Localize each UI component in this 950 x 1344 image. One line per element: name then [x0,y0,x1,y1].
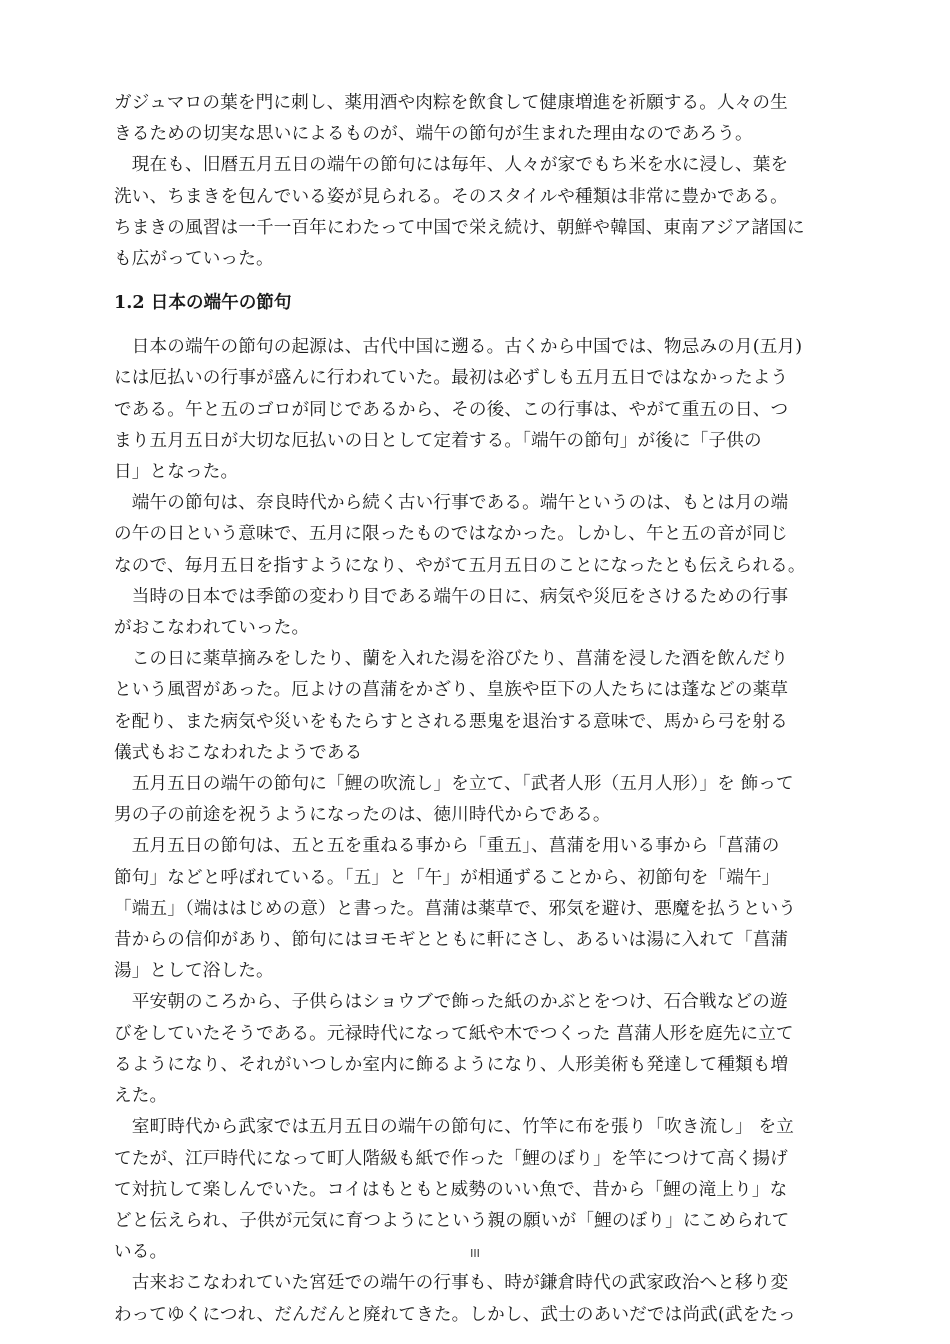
text-line: 五月五日の節句は、五と五を重ねる事から「重五」、菖蒲を用いる事から「菖蒲の [114,836,780,857]
text-line: 儀式もおこなわれたようである [114,742,363,763]
text-line: の午の日という意味で、五月に限ったものではなかった。しかし、午と五の音が同じ [114,524,788,545]
text-line: 節句」などと呼ばれている。「五」と「午」が相通ずることから、初節句を「端午」 [114,867,780,888]
text-line: てたが、江戸時代になって町人階級も紙で作った「鯉のぼり」を竿につけて高く揚げ [114,1148,788,1169]
section-heading: 1.2 日本の端午の節句 [114,292,292,314]
paragraph [114,831,864,987]
text-line: まり五月五日が大切な厄払いの日として定着する。「端午の節句」が後に「子供の [114,430,762,451]
paragraph [114,1268,864,1330]
page-number: III [470,1247,480,1260]
text-line: 洗い、ちまきを包んでいる姿が見られる。そのスタイルや種類は非常に豊かである。 [114,186,788,207]
text-line: には厄払いの行事が盛んに行われていた。最初は必ずしも五月五日ではなかったよう [114,368,789,389]
text-line: 五月五日の端午の節句に「鯉の吹流し」を立て、「武者人形（五月人形）」を 飾って [114,774,794,795]
text-line: えた。 [114,1086,168,1107]
page-body [114,88,864,1331]
text-line: がおこなわれていった。 [114,618,310,639]
text-line: 現在も、旧暦五月五日の端午の節句には毎年、人々が家でもち米を水に浸し、葉を [114,155,789,176]
text-line: ちまきの風習は一千一百年にわたって中国で栄え続け、朝鮮や韓国、東南アジア諸国に [114,217,805,238]
text-line: この日に薬草摘みをしたり、蘭を入れた湯を浴びたり、菖蒲を浸した酒を飲んだり [114,649,789,670]
paragraph [114,582,864,644]
paragraph [114,769,864,831]
text-line: て対抗して楽しんでいた。コイはもともと威勢のいい魚で、昔から「鯉の滝上り」な [114,1179,788,1200]
paragraph [114,987,864,1112]
text-line: である。午と五のゴロが同じであるから、その後、この行事は、やがて重五の日、つ [114,399,789,420]
text-line: 平安朝のころから、子供らはショウブで飾った紙のかぶとをつけ、石合戦などの遊 [114,992,788,1013]
text-line: どと伝えられ、子供が元気に育つようにという親の願いが「鯉のぼり」にこめられて [114,1210,790,1231]
paragraph [114,1112,864,1268]
text-line: なので、毎月五日を指すようになり、やがて五月五日のことになったとも伝えられる。 [114,555,806,576]
text-line: 湯」として浴した。 [114,961,274,982]
intro-paragraphs [114,88,864,275]
text-line: 男の子の前途を祝うようになったのは、徳川時代からである。 [114,805,611,826]
paragraph [114,332,864,488]
text-line: びをしていたそうである。元禄時代になって紙や木でつくった 菖蒲人形を庭先に立て [114,1023,794,1044]
text-line: 昔からの信仰があり、節句にはヨモギとともに軒にさし、あるいは湯に入れて「菖蒲 [114,930,789,951]
section-paragraphs [114,332,864,1331]
text-line: きるための切実な思いによるものが、端午の節句が生まれた理由なのであろう。 [114,124,753,145]
text-line: も広がっていった。 [114,249,274,270]
text-line: 室町時代から武家では五月五日の端午の節句に、竹竿に布を張り「吹き流し」 を立 [114,1117,795,1138]
text-line: を配り、また病気や災いをもたらすとされる悪鬼を退治する意味で、馬から弓を射る [114,711,788,732]
text-line: という風習があった。厄よけの菖蒲をかざり、皇族や臣下の人たちには蓬などの薬草 [114,680,789,701]
text-line: わってゆくにつれ、だんだんと廃れてきた。しかし、武士のあいだでは尚武(武をたっ [114,1304,796,1325]
text-line: るようになり、それがいつしか室内に飾るようになり、人形美術も発達して種類も増 [114,1054,789,1075]
text-line: 日本の端午の節句の起源は、古代中国に遡る。古くから中国では、物忌みの月(五月) [114,337,803,358]
paragraph [114,150,864,275]
paragraph [114,644,864,769]
text-line: 古来おこなわれていた宮廷での端午の行事も、時が鎌倉時代の武家政治へと移り変 [114,1273,789,1294]
text-line: 日」となった。 [114,462,239,483]
text-line: 当時の日本では季節の変わり目である端午の日に、病気や災厄をさけるための行事 [114,586,789,607]
text-line: 「端五」（端ははじめの意）と書った。菖蒲は薬草で、邪気を避け、悪魔を払うという [114,898,797,919]
paragraph [114,88,864,150]
text-line: ガジュマロの葉を門に刺し、薬用酒や肉粽を飲食して健康増進を祈願する。人々の生 [114,93,788,113]
paragraph [114,488,864,582]
text-line: 端午の節句は、奈良時代から続く古い行事である。端午というのは、もとは月の端 [114,493,789,514]
text-line: いる。 [114,1242,168,1263]
